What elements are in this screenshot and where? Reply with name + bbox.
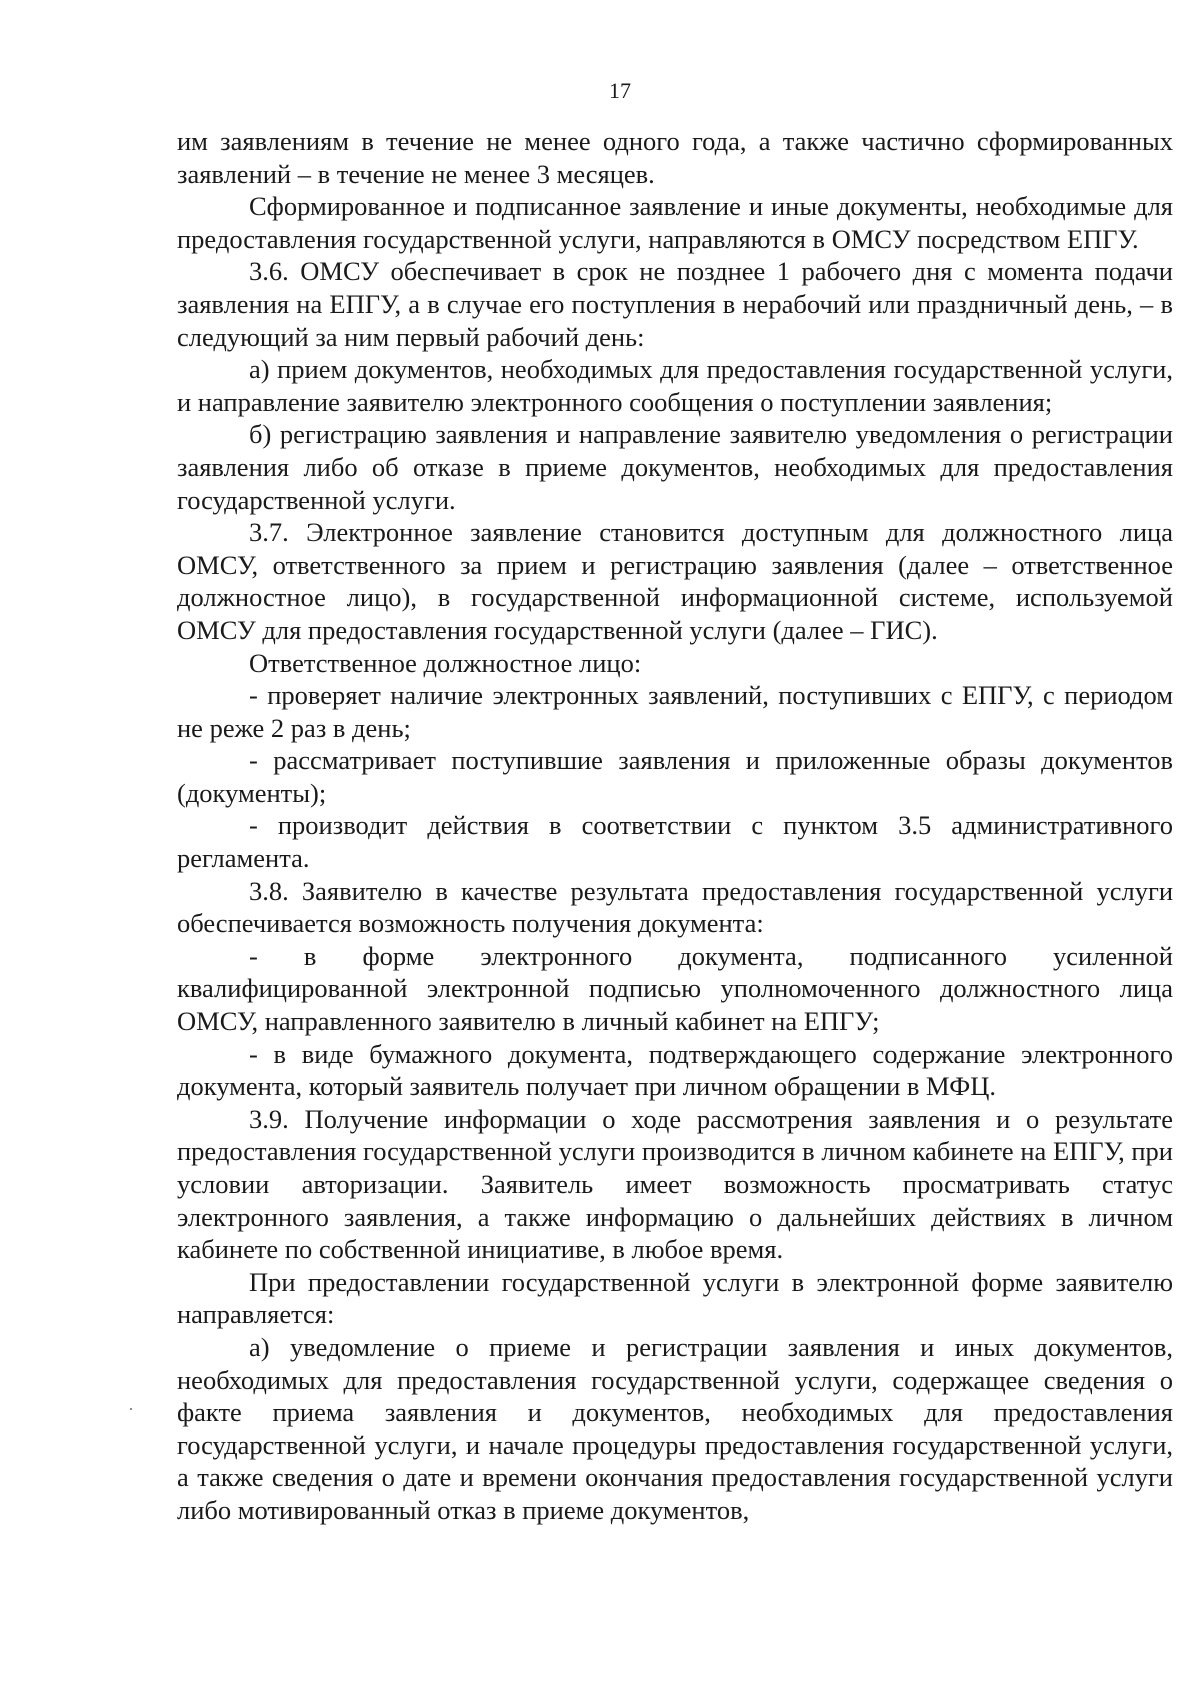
- list-item: - проверяет наличие электронных заявлений, поступивших с ЕПГУ, с периодом не реже 2 раз в день;: [177, 680, 1173, 743]
- paragraph: При предоставлении государственной услуги в электронной форме заявителю направляется:: [177, 1266, 1173, 1330]
- paragraph-clause-3-9: 3.9. Получение информации о ходе рассмотрения заявления и о результате предоставления государственной услуги производится в личном кабинете на ЕПГУ, при условии авторизации. Заявитель имеет возможность просматривать статус электронного заявления, а также информацию о дальнейших действиях в личном кабинете по собственной инициативе, в любое время.: [177, 1103, 1173, 1265]
- list-item: а) уведомление о приеме и регистрации заявления и иных документов, необходимых для предоставления государственной услуги, содержащее сведения о факте приема заявления и документов, необходимых для предоставления государственной услуги, и начале процедуры предоставления государственной услуги, а также сведения о дате и времени окончания предоставления государственной услуги либо мотивированный отказ в приеме документов,: [177, 1331, 1173, 1525]
- list-item: б) регистрацию заявления и направление заявителю уведомления о регистрации заявления либо об отказе в приеме документов, необходимых для предоставления государственной услуги.: [177, 419, 1173, 515]
- paragraph-clause-3-8: 3.8. Заявителю в качестве результата предоставления государственной услуги обеспечивается возможность получения документа:: [177, 875, 1173, 939]
- page-number: 17: [609, 78, 631, 103]
- list-item: - в виде бумажного документа, подтверждающего содержание электронного документа, который заявитель получает при личном обращении в МФЦ.: [177, 1038, 1173, 1102]
- paragraph-continuation: им заявлениям в течение не менее одного года, а также частично сформированных заявлений – в течение не менее 3 месяцев.: [177, 126, 1173, 189]
- document-body: [177, 125, 1173, 1527]
- paragraph: Сформированное и подписанное заявление и иные документы, необходимые для предоставления государственной услуги, направляются в ОМСУ посредством ЕПГУ.: [177, 191, 1173, 254]
- paragraph-clause-3-7: 3.7. Электронное заявление становится доступным для должностного лица ОМСУ, ответственного за прием и регистрацию заявления (далее – ответственное должностное лицо), в государственной информационной системе, используемой ОМСУ для предоставления государственной услуги (далее – ГИС).: [177, 517, 1173, 645]
- list-item: а) прием документов, необходимых для предоставления государственной услуги, и направление заявителю электронного сообщения о поступлении заявления;: [177, 354, 1173, 417]
- paragraph: Ответственное должностное лицо:: [249, 647, 642, 678]
- scan-speck: [130, 1408, 132, 1410]
- paragraph-clause-3-6: 3.6. ОМСУ обеспечивает в срок не позднее 1 рабочего дня с момента подачи заявления на ЕПГУ, а в случае его поступления в нерабочий или праздничный день, – в следующий за ним первый рабочий день:: [177, 256, 1173, 352]
- list-item: - рассматривает поступившие заявления и приложенные образы документов (документы);: [177, 745, 1173, 808]
- list-item: - в форме электронного документа, подписанного усиленной квалифицированной электронной подписью уполномоченного должностного лица ОМСУ, направленного заявителю в личный кабинет на ЕПГУ;: [177, 940, 1173, 1037]
- list-item: - производит действия в соответствии с пунктом 3.5 административного регламента.: [177, 810, 1173, 874]
